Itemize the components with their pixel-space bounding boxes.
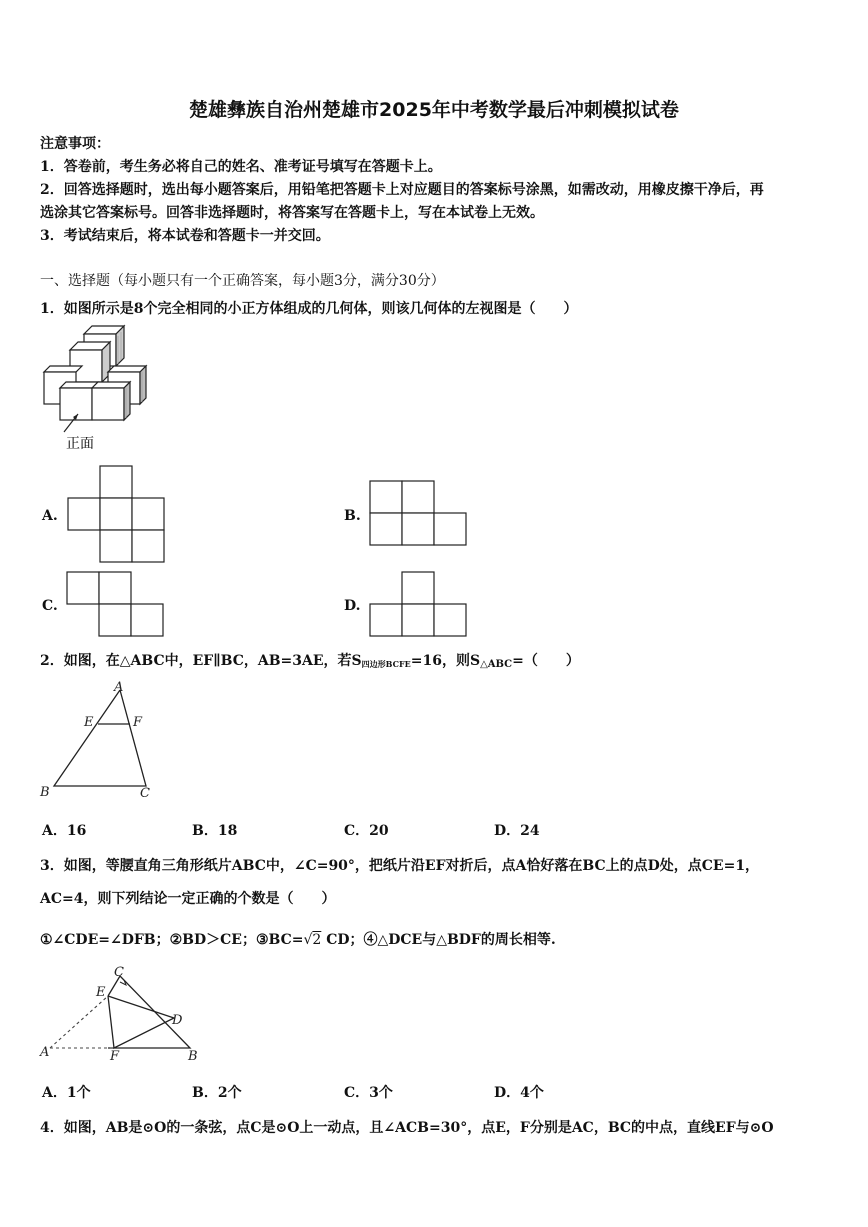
q2-option-d[interactable]: D．24	[494, 823, 540, 839]
note-item: 2．回答选择题时，选出每小题答案后，用铅笔把答题卡上对应题目的答案标号涂黑，如需改动，用橡皮擦干净后，再	[40, 182, 764, 198]
note-item: 1．答卷前，考生务必将自己的姓名、准考证号填写在答题卡上。	[40, 159, 442, 175]
question-3-line-2: AC=4，则下列结论一定正确的个数是（ ）	[40, 891, 336, 907]
q3-conclusion-part: CD；④△DCE与△BDF的周长相等.	[326, 932, 556, 948]
q1-option-d-label[interactable]: D.	[344, 598, 361, 614]
q1-option-a-figure	[66, 465, 166, 563]
section-heading: 一、选择题（每小题只有一个正确答案，每小题3分，满分30分）	[40, 273, 445, 289]
question-1-text: 1．如图所示是8个完全相同的小正方体组成的几何体，则该几何体的左视图是（ ）	[40, 301, 578, 317]
q2-option-a[interactable]: A．16	[42, 823, 87, 839]
q2-label-c: C	[140, 786, 150, 801]
q3-label-d: D	[172, 1013, 183, 1028]
q1-option-b-figure	[369, 480, 469, 548]
q2-text-part: =（ ）	[512, 653, 580, 669]
q3-folded-triangle-figure	[36, 962, 206, 1062]
question-3-line-1: 3．如图，等腰直角三角形纸片ABC中，∠C=90°，把纸片沿EF对折后，点A恰好落在BC上的点D处，点CE=1，	[40, 858, 760, 874]
q3-label-c: C	[114, 965, 124, 980]
note-item: 选涂其它答案标号。回答非选择题时，将答案写在答题卡上，写在本试卷上无效。	[40, 205, 544, 221]
note-item: 3．考试结束后，将本试卷和答题卡一并交回。	[40, 228, 330, 244]
question-3-conclusions	[40, 929, 556, 949]
q2-text-part: =16，则S	[410, 653, 481, 669]
page-title: 楚雄彝族自治州楚雄市2025年中考数学最后冲刺模拟试卷	[189, 99, 679, 121]
q2-label-f: F	[133, 715, 143, 730]
q1-option-a-label[interactable]: A.	[42, 508, 58, 524]
sqrt-radicand: 2	[312, 932, 322, 948]
q2-subscript: △ABC	[480, 659, 513, 670]
q1-option-b-label[interactable]: B.	[344, 508, 361, 524]
q2-option-b[interactable]: B．18	[192, 823, 238, 839]
q2-text-part: 2．如图，在△ABC中，EF∥BC，AB=3AE，若S	[40, 653, 362, 669]
q2-subscript: 四边形BCFE	[361, 659, 411, 669]
q1-option-c-figure	[66, 571, 166, 639]
notes-heading: 注意事项：	[40, 136, 110, 152]
q2-triangle-figure	[36, 680, 166, 802]
q1-isometric-figure	[36, 322, 156, 454]
q2-label-e: E	[84, 715, 94, 730]
q3-label-f: F	[110, 1049, 120, 1062]
question-4-text: 4．如图，AB是⊙O的一条弦，点C是⊙O上一动点，且∠ACB=30°，点E，F分别是AC，BC的中点，直线EF与⊙O	[40, 1120, 774, 1136]
q3-option-d[interactable]: D．4个	[494, 1085, 544, 1101]
q3-label-a: A	[40, 1045, 50, 1060]
q3-option-b[interactable]: B．2个	[192, 1085, 242, 1101]
q3-label-e: E	[96, 985, 106, 1000]
q2-label-a: A	[114, 680, 124, 695]
q3-label-b: B	[188, 1049, 198, 1062]
q3-option-a[interactable]: A．1个	[42, 1085, 91, 1101]
q2-option-c[interactable]: C．20	[344, 823, 389, 839]
q2-label-b: B	[40, 785, 50, 800]
front-label: 正面	[66, 435, 94, 451]
sqrt-sign: √	[303, 932, 313, 948]
q1-option-c-label[interactable]: C.	[42, 598, 58, 614]
q3-option-c[interactable]: C．3个	[344, 1085, 393, 1101]
q1-option-d-figure	[369, 571, 469, 639]
q3-conclusion-part: ①∠CDE=∠DFB；②BD＞CE；③BC=	[40, 932, 304, 948]
question-2-text	[40, 650, 580, 670]
